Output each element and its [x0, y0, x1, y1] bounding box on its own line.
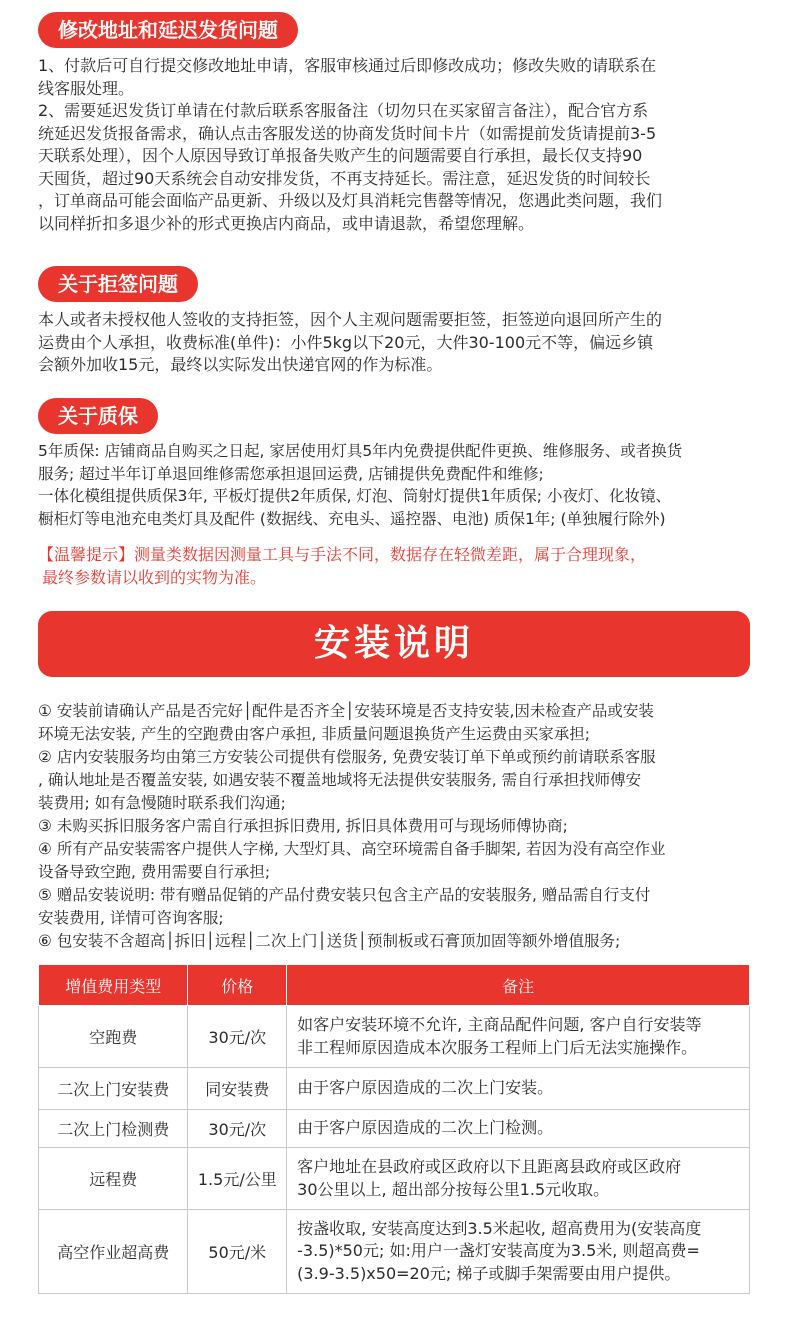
- header-fee-type: 增值费用类型: [39, 965, 188, 1006]
- text-line: ① 安装前请确认产品是否完好│配件是否齐全│安装环境是否支持安装,因未检查产品或安装: [38, 702, 654, 720]
- section-title-refusal: 关于拒签问题: [38, 266, 198, 302]
- text-line: 最终参数请以收到的实物为准。: [42, 567, 267, 587]
- text-line: ，订单商品可能会面临产品更新、升级以及灯具消耗完售罄等情况，您遇此类问题，我们: [38, 191, 663, 210]
- note-cell: [287, 1148, 750, 1210]
- header-note: 备注: [287, 965, 750, 1006]
- text-line: 运费由个人承担，收费标准(单件)：小件5kg以下20元，大件30-100元不等，偏远乡镇: [38, 332, 654, 352]
- fee-type-cell: 空跑费: [39, 1006, 188, 1068]
- price-cell: 30元/次: [188, 1110, 287, 1148]
- text-line: 线客服处理。: [38, 78, 135, 98]
- warm-tip: [38, 544, 758, 589]
- price-cell: 50元/米: [188, 1210, 287, 1294]
- text-line: 会额外加收15元，最终以实际发出快递官网的作为标准。: [38, 355, 443, 374]
- table-row: [39, 1068, 750, 1110]
- note-line: (3.9-3.5)x50=20元; 梯子或脚手架需要由用户提供。: [297, 1263, 681, 1283]
- price-cell: 1.5元/公里: [188, 1148, 287, 1210]
- text-line: 以同样折扣多退少补的形式更换店内商品，或申请退款，希望您理解。: [38, 213, 535, 233]
- text-line: 天囤货，超过90天系统会自动安排发货，不再支持延长。需注意，延迟发货的时间较长: [38, 168, 651, 188]
- section-body-address-delay: [38, 55, 758, 235]
- text-line: 安装费用, 详情可咨询客服;: [38, 909, 224, 927]
- text-line: 橱柜灯等电池充电类灯具及配件 (数据线、充电头、遥控器、电池) 质保1年; (单独履行除外): [38, 509, 666, 528]
- table-row: [39, 1006, 750, 1068]
- text-line: 【温馨提示】测量类数据因测量工具与手法不同，数据存在轻微差距，属于合理现象，: [38, 545, 647, 564]
- text-line: 1、付款后可自行提交修改地址申请，客服审核通过后即修改成功；修改失败的请联系在: [38, 56, 657, 75]
- text-line: 装费用; 如有急慢随时联系我们沟通;: [38, 794, 286, 812]
- price-cell: 同安装费: [188, 1068, 287, 1110]
- note-line: 由于客户原因造成的二次上门检测。: [297, 1118, 554, 1138]
- note-line: 非工程师原因造成本次服务工程师上门后无法实施操作。: [297, 1037, 698, 1057]
- fee-type-cell: 远程费: [39, 1148, 188, 1210]
- fee-type-cell: 二次上门安装费: [39, 1068, 188, 1110]
- note-cell: [287, 1068, 750, 1110]
- note-cell: [287, 1110, 750, 1148]
- text-line: ⑤ 赠品安装说明: 带有赠品促销的产品付费安装只包含主产品的安装服务, 赠品需自行支付: [38, 886, 651, 904]
- text-line: , 确认地址是否覆盖安装, 如遇安装不覆盖地域将无法提供安装服务, 需自行承担找师傅安: [38, 771, 642, 789]
- section-body-warranty: [38, 440, 758, 530]
- table-row: [39, 1110, 750, 1148]
- note-line: 30公里以上, 超出部分按每公里1.5元收取。: [297, 1179, 610, 1199]
- text-line: 设备导致空跑, 费用需要自行承担;: [38, 863, 271, 881]
- install-banner: 安装说明: [38, 611, 750, 677]
- note-cell: [287, 1006, 750, 1068]
- text-line: 本人或者未授权他人签收的支持拒签，因个人主观问题需要拒签，拒签逆向退回所产生的: [38, 310, 663, 329]
- fee-type-cell: 二次上门检测费: [39, 1110, 188, 1148]
- text-line: ② 店内安装服务均由第三方安装公司提供有偿服务, 免费安装订单下单或预约前请联系客服: [38, 748, 656, 766]
- text-line: ④ 所有产品安装需客户提供人字梯, 大型灯具、高空环境需自备手脚架, 若因为没有高空作业: [38, 840, 666, 858]
- fee-type-cell: 高空作业超高费: [39, 1210, 188, 1294]
- note-line: 按盏收取, 安装高度达到3.5米起收, 超高费用为(安装高度: [297, 1218, 702, 1238]
- text-line: 一体化模组提供质保3年, 平板灯提供2年质保, 灯泡、筒射灯提供1年质保; 小夜灯、化妆镜、: [38, 487, 671, 505]
- note-line: 客户地址在县政府或区政府以下且距离县政府或区政府: [297, 1157, 682, 1176]
- section-title-address-delay: 修改地址和延迟发货问题: [38, 12, 298, 48]
- text-line: 天联系处理），因个人原因导致订单报备失败产生的问题需要自行承担，最长仅支持90: [38, 146, 643, 165]
- price-cell: 30元/次: [188, 1006, 287, 1068]
- text-line: 统延迟发货报备需求，确认点击客服发送的协商发货时间卡片（如需提前发货请提前3-5: [38, 123, 657, 143]
- note-cell: [287, 1210, 750, 1294]
- note-line: -3.5)*50元; 如:用户一盏灯安装高度为3.5米, 则超高费=: [297, 1241, 700, 1261]
- table-row: [39, 1210, 750, 1294]
- text-line: 服务; 超过半年订单退回维修需您承担退回运费, 店铺提供免费配件和维修;: [38, 464, 544, 483]
- section-body-refusal: [38, 309, 758, 377]
- header-price: 价格: [188, 965, 287, 1006]
- text-line: 环境无法安装, 产生的空跑费由客户承担, 非质量问题退换货产生运费由买家承担;: [38, 725, 590, 743]
- text-line: 5年质保: 店铺商品自购买之日起, 家居使用灯具5年内免费提供配件更换、维修服务、或者换货: [38, 442, 683, 460]
- text-line: ③ 未购买拆旧服务客户需自行承担拆旧费用, 拆旧具体费用可与现场师傅协商;: [38, 817, 568, 835]
- install-notes: [38, 700, 758, 953]
- section-title-warranty: 关于质保: [38, 398, 158, 434]
- table-row: [39, 1148, 750, 1210]
- table-header-row: [39, 965, 750, 1006]
- text-line: 2、需要延迟发货订单请在付款后联系客服备注（切勿只在买家留言备注），配合官方系: [38, 101, 649, 120]
- note-line: 由于客户原因造成的二次上门安装。: [297, 1078, 554, 1098]
- text-line: ⑥ 包安装不含超高│拆旧│远程│二次上门│送货│预制板或石膏顶加固等额外增值服务;: [38, 932, 621, 950]
- note-line: 如客户安装环境不允许, 主商品配件问题, 客户自行安装等: [297, 1015, 702, 1034]
- fee-table: [38, 964, 750, 1294]
